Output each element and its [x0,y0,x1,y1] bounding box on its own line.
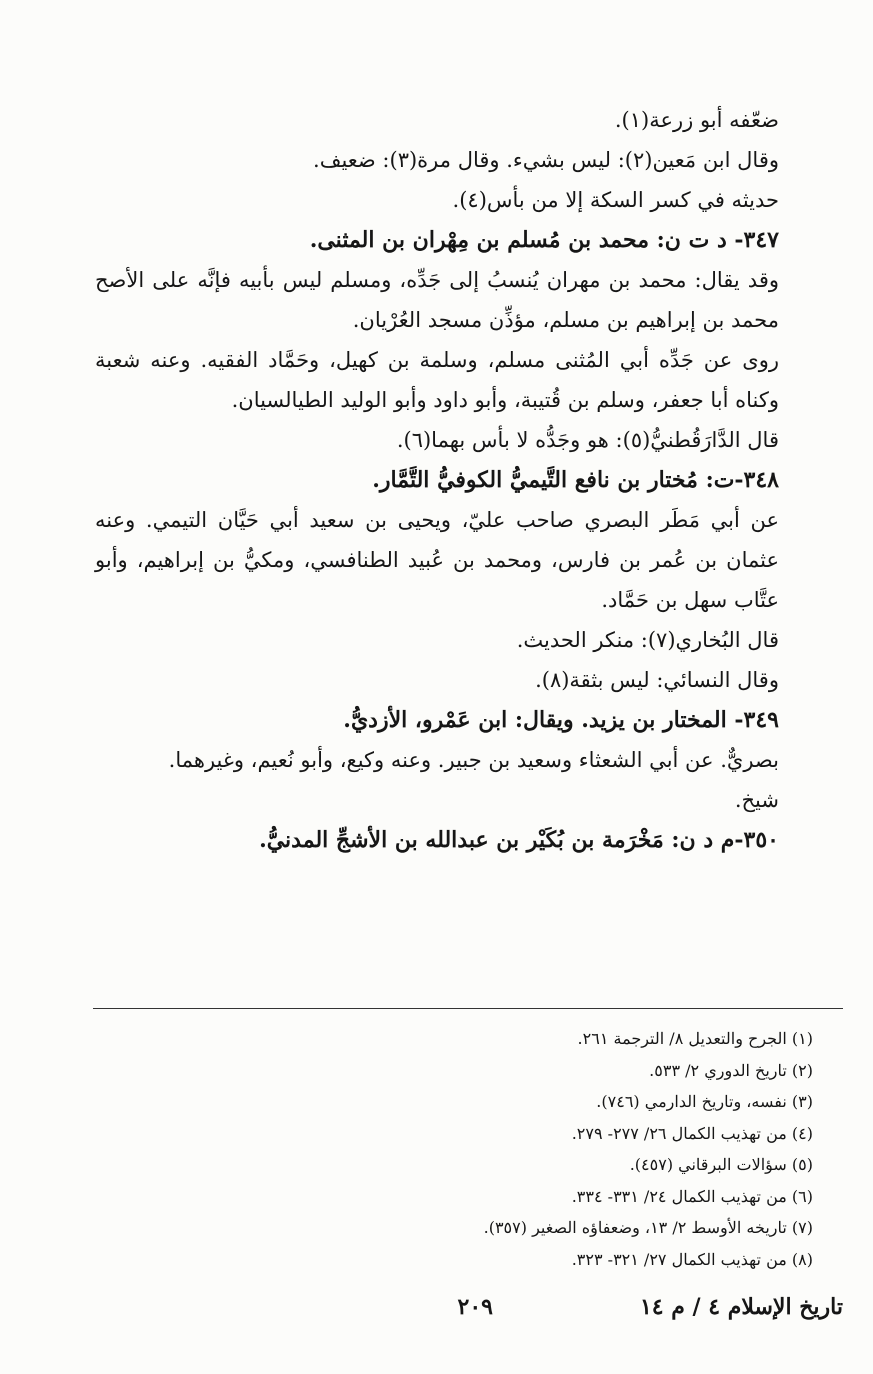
page-number: ٢٠٩ [457,1294,493,1320]
page-footer [53,1294,843,1334]
entry-heading: ٣٥٠-م د ن: مَخْرَمة بن بُكَيْر بن عبدالله بن الأشجِّ المدنيُّ. [259,827,779,853]
footnote: (٣) نفسه، وتاريخ الدارمي (٧٤٦). [596,1092,813,1111]
paragraph: شيخ. [734,788,779,812]
paragraph: قال الدَّارَقُطنيُّ(٥): هو وجَدُّه لا بأس بهما(٦). [396,428,779,452]
entry-heading: ٣٤٩- المختار بن يزيد. ويقال: ابن عَمْرو، الأزديُّ. [343,707,779,733]
paragraph: قال البُخاري(٧): منكر الحديث. [516,628,779,652]
footnote: (٨) من تهذيب الكمال ٢٧/ ٣٢١- ٣٢٣. [571,1249,813,1269]
footnote: (٧) تاريخه الأوسط ٢/ ١٣، وضعفاؤه الصغير (٣٥٧). [483,1218,813,1237]
footnote: (٤) من تهذيب الكمال ٢٦/ ٢٧٧- ٢٧٩. [571,1123,813,1143]
footnote: (٢) تاريخ الدوري ٢/ ٥٣٣. [649,1060,813,1080]
paragraph: عن أبي مَطَر البصري صاحب عليّ، ويحيى بن سعيد أبي حَيَّان التيمي. وعنه عثمان بن عُمر بن فارس، ومحمد بن عُبيد الطنافسي، ومكيُّ بن إبراهيم، وأبو عتَّاب سهل بن حَمَّاد. [95,508,779,612]
main-text [95,100,837,860]
paragraph: وقد يقال: محمد بن مهران يُنسبُ إلى جَدِّه، ومسلم ليس بأبيه فإنَّه على الأصح محمد بن إبراهيم بن مسلم، مؤذِّن مسجد العُرْيان. [95,268,779,332]
footnote: (٥) سؤالات البرقاني (٤٥٧). [629,1155,813,1174]
footnotes [93,1008,843,1275]
paragraph: وقال النسائي: ليس بثقة(٨). [535,668,779,692]
footnote: (١) الجرح والتعديل ٨/ الترجمة ٢٦١. [577,1029,813,1048]
paragraph: بصريٌّ. عن أبي الشعثاء وسعيد بن جبير. وعنه وكيع، وأبو نُعيم، وغيرهما. [168,748,779,772]
running-title: تاريخ الإسلام ٤ / م ١٤ [639,1294,843,1320]
paragraph: روى عن جَدِّه أبي المُثنى مسلم، وسلمة بن كهيل، وحَمَّاد الفقيه. وعنه شعبة وكناه أبا جعفر، وسلم بن قُتيبة، وأبو داود وأبو الوليد الطيالسيان. [95,348,779,412]
entry-heading: ٣٤٧- د ت ن: محمد بن مُسلم بن مِهْران بن المثنى. [309,227,779,253]
paragraph: وقال ابن مَعين(٢): ليس بشيء. وقال مرة(٣): ضعيف. [313,148,779,172]
paragraph: ضعّفه أبو زرعة(١). [614,108,779,132]
entry-heading: ٣٤٨-ت: مُختار بن نافع التَّيميُّ الكوفيُّ التَّمَّار. [372,467,779,493]
paragraph: حديثه في كسر السكة إلا من بأس(٤). [452,188,779,212]
footnote: (٦) من تهذيب الكمال ٢٤/ ٣٣١- ٣٣٤. [571,1186,813,1206]
